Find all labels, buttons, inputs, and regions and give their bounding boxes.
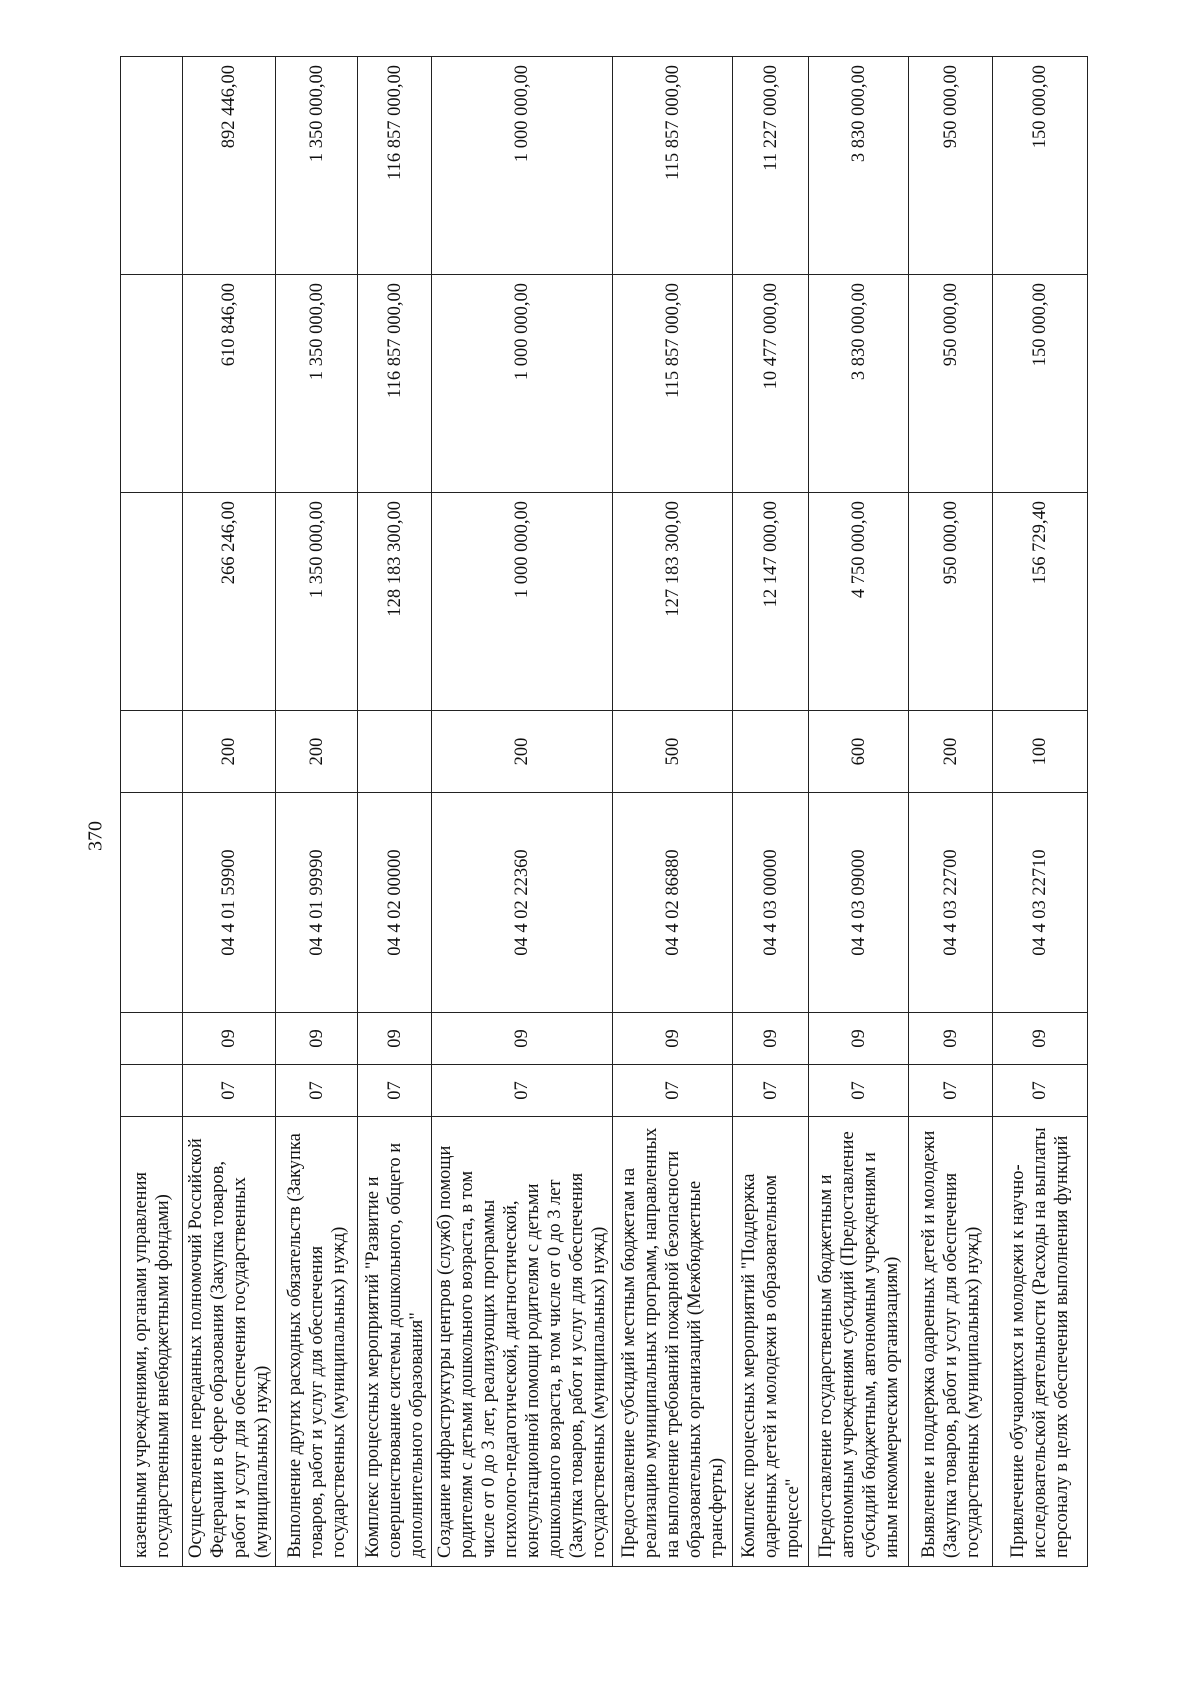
- section-code: 07: [909, 1065, 993, 1117]
- table-row: [183, 57, 276, 1567]
- table-row: [276, 57, 358, 1567]
- row-description: Привлечение обучающихся и молодежи к научно-исследовательской деятельности (Расходы на выплаты персоналу в целях обеспечения выполнения функций: [993, 1117, 1088, 1567]
- amount-year-1: 127 183 300,00: [613, 493, 733, 711]
- row-description: Выявление и поддержка одаренных детей и молодежи (Закупка товаров, работ и услуг для обеспечения государственных (муниципальных) нужд): [909, 1117, 993, 1567]
- table-row: [733, 57, 809, 1567]
- row-description: Выполнение других расходных обязательств (Закупка товаров, работ и услуг для обеспечения государственных (муниципальных) нужд): [276, 1117, 358, 1567]
- amount-year-2: 10 477 000,00: [733, 275, 809, 493]
- amount-year-1: 12 147 000,00: [733, 493, 809, 711]
- subsection-code: 09: [909, 1013, 993, 1065]
- subsection-code: [121, 1013, 183, 1065]
- amount-year-2: 1 350 000,00: [276, 275, 358, 493]
- row-description: Осуществление переданных полномочий Российской Федерации в сфере образования (Закупка товаров, работ и услуг для обеспечения государственных (муниципальных) нужд): [183, 1117, 276, 1567]
- amount-year-3: 1 350 000,00: [276, 57, 358, 275]
- amount-year-3: 115 857 000,00: [613, 57, 733, 275]
- amount-year-1: 128 183 300,00: [358, 493, 432, 711]
- amount-year-1: 156 729,40: [993, 493, 1088, 711]
- expense-type-code: 500: [613, 711, 733, 793]
- target-article-code: 04 4 03 00000: [733, 793, 809, 1013]
- target-article-code: [121, 793, 183, 1013]
- amount-year-3: 116 857 000,00: [358, 57, 432, 275]
- row-description: казенными учреждениями, органами управления государственными внебюджетными фондами): [121, 1117, 183, 1567]
- target-article-code: 04 4 02 00000: [358, 793, 432, 1013]
- section-code: 07: [432, 1065, 613, 1117]
- subsection-code: 09: [358, 1013, 432, 1065]
- target-article-code: 04 4 03 22700: [909, 793, 993, 1013]
- amount-year-2: 3 830 000,00: [809, 275, 909, 493]
- expense-type-code: [358, 711, 432, 793]
- row-description: Создание инфраструктуры центров (служб) помощи родителям с детьми дошкольного возраста, в том числе от 0 до 3 лет, реализующих программы психолого-педагогической, диагностической, консультационной помощи родителям с детьми дошкольного возраста, в том числе от 0 до 3 лет (Закупка товаров, работ и услуг для обеспечения государственных (муниципальных) нужд): [432, 1117, 613, 1567]
- amount-year-3: 3 830 000,00: [809, 57, 909, 275]
- amount-year-2: 116 857 000,00: [358, 275, 432, 493]
- table-row: [613, 57, 733, 1567]
- section-code: 07: [183, 1065, 276, 1117]
- amount-year-3: 11 227 000,00: [733, 57, 809, 275]
- expense-type-code: 100: [993, 711, 1088, 793]
- amount-year-3: [121, 57, 183, 275]
- section-code: 07: [809, 1065, 909, 1117]
- subsection-code: 09: [613, 1013, 733, 1065]
- amount-year-3: 950 000,00: [909, 57, 993, 275]
- amount-year-1: 4 750 000,00: [809, 493, 909, 711]
- table-row: [121, 57, 183, 1567]
- table-row: [993, 57, 1088, 1567]
- expense-type-code: [121, 711, 183, 793]
- section-code: 07: [276, 1065, 358, 1117]
- target-article-code: 04 4 03 09000: [809, 793, 909, 1013]
- page-number: 370: [84, 821, 107, 851]
- expense-type-code: 200: [909, 711, 993, 793]
- amount-year-2: 610 846,00: [183, 275, 276, 493]
- expense-type-code: 200: [432, 711, 613, 793]
- amount-year-1: 950 000,00: [909, 493, 993, 711]
- section-code: 07: [733, 1065, 809, 1117]
- amount-year-2: 150 000,00: [993, 275, 1088, 493]
- section-code: 07: [358, 1065, 432, 1117]
- target-article-code: 04 4 01 59900: [183, 793, 276, 1013]
- subsection-code: 09: [183, 1013, 276, 1065]
- section-code: 07: [613, 1065, 733, 1117]
- target-article-code: 04 4 02 86880: [613, 793, 733, 1013]
- amount-year-2: 1 000 000,00: [432, 275, 613, 493]
- subsection-code: 09: [733, 1013, 809, 1065]
- target-article-code: 04 4 01 99990: [276, 793, 358, 1013]
- row-description: Комплекс процессных мероприятий "Поддержка одаренных детей и молодежи в образовательном процессе": [733, 1117, 809, 1567]
- amount-year-3: 892 446,00: [183, 57, 276, 275]
- subsection-code: 09: [432, 1013, 613, 1065]
- amount-year-1: 266 246,00: [183, 493, 276, 711]
- subsection-code: 09: [809, 1013, 909, 1065]
- table-row: [432, 57, 613, 1567]
- section-code: [121, 1065, 183, 1117]
- amount-year-2: [121, 275, 183, 493]
- row-description: Комплекс процессных мероприятий "Развитие и совершенствование системы дошкольного, общего и дополнительного образования": [358, 1117, 432, 1567]
- table-row: [909, 57, 993, 1567]
- expense-type-code: 200: [276, 711, 358, 793]
- amount-year-1: 1 350 000,00: [276, 493, 358, 711]
- table-row: [809, 57, 909, 1567]
- amount-year-1: 1 000 000,00: [432, 493, 613, 711]
- amount-year-1: [121, 493, 183, 711]
- section-code: 07: [993, 1065, 1088, 1117]
- row-description: Предоставление государственным бюджетным и автономным учреждениям субсидий (Предоставление субсидий бюджетным, автономным учреждениям и иным некоммерческим организациям): [809, 1117, 909, 1567]
- amount-year-2: 115 857 000,00: [613, 275, 733, 493]
- subsection-code: 09: [276, 1013, 358, 1065]
- expense-type-code: 200: [183, 711, 276, 793]
- subsection-code: 09: [993, 1013, 1088, 1065]
- target-article-code: 04 4 03 22710: [993, 793, 1088, 1013]
- budget-table: [120, 56, 1088, 1567]
- amount-year-3: 150 000,00: [993, 57, 1088, 275]
- expense-type-code: 600: [809, 711, 909, 793]
- target-article-code: 04 4 02 22360: [432, 793, 613, 1013]
- rotated-table-container: [120, 57, 1072, 1567]
- expense-type-code: [733, 711, 809, 793]
- amount-year-2: 950 000,00: [909, 275, 993, 493]
- table-row: [358, 57, 432, 1567]
- amount-year-3: 1 000 000,00: [432, 57, 613, 275]
- row-description: Предоставление субсидий местным бюджетам на реализацию муниципальных программ, направленных на выполнение требований пожарной безопасности образовательных организаций (Межбюджетные трансферты): [613, 1117, 733, 1567]
